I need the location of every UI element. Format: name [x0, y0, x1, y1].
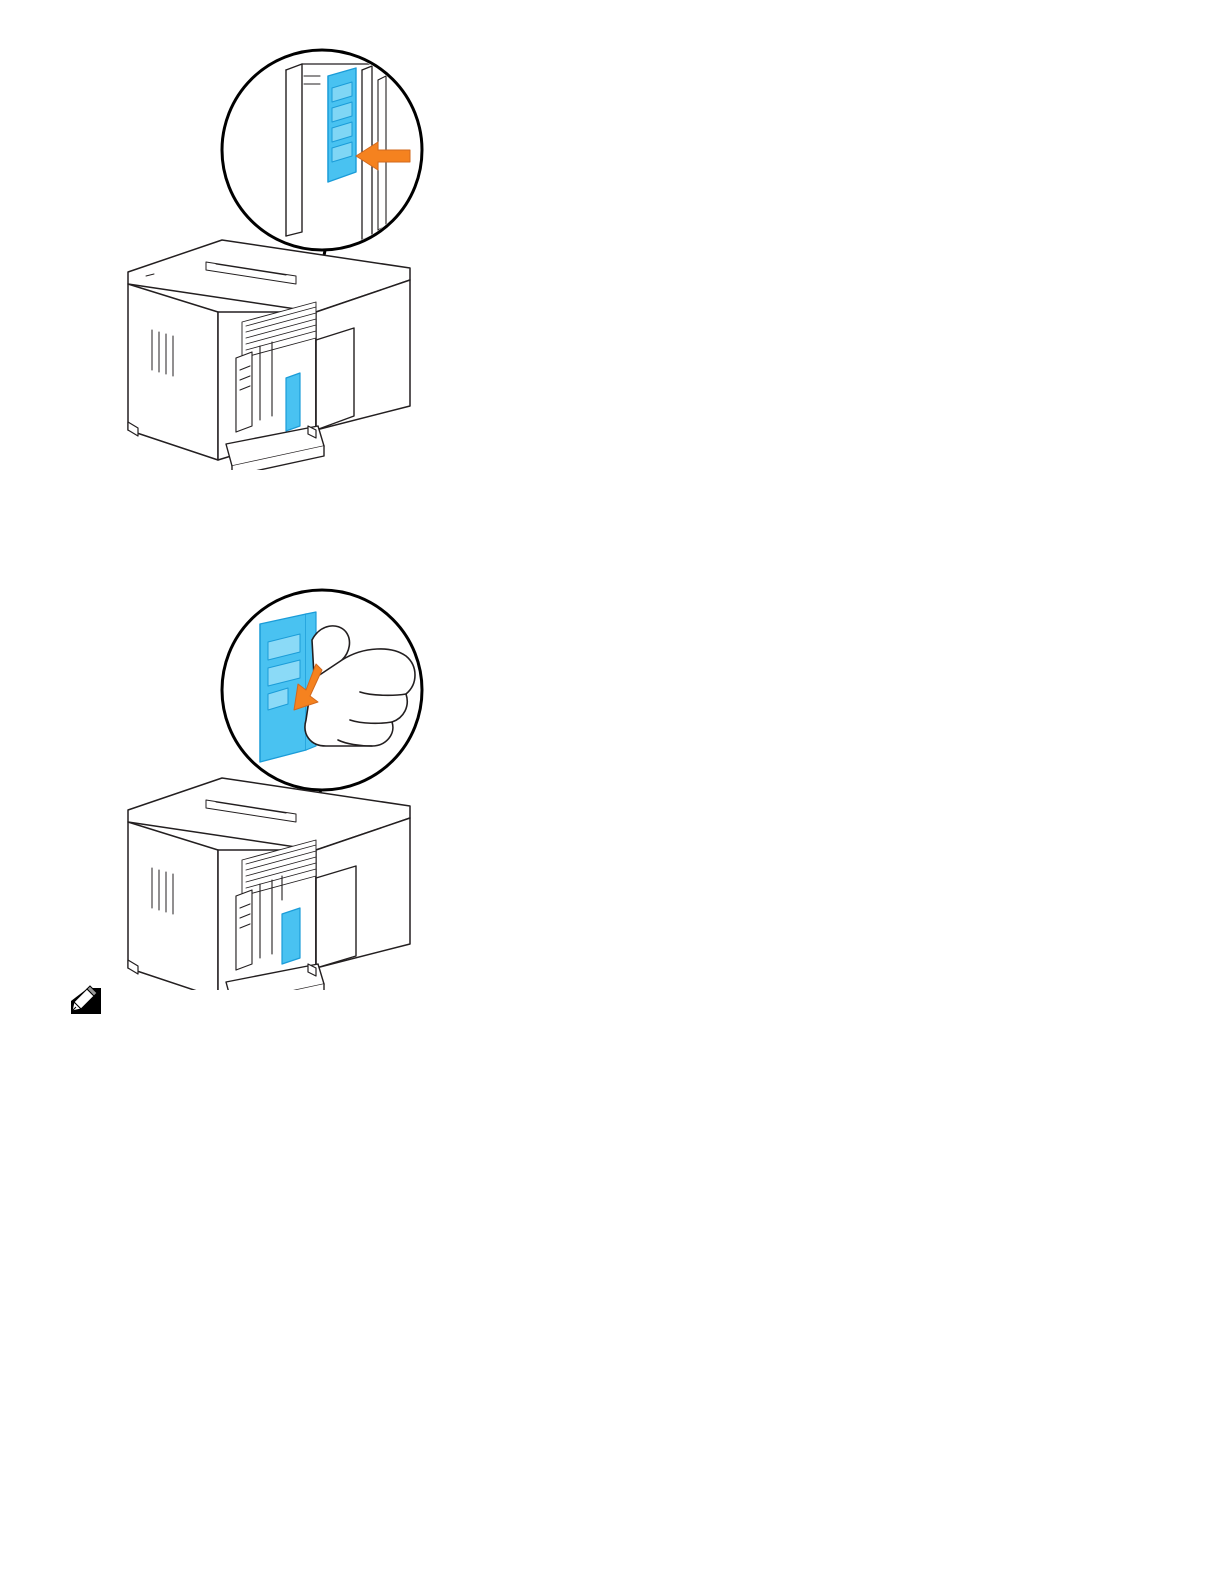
- note-block: [70, 985, 1150, 1025]
- figure-printer-memory-press: [110, 580, 510, 990]
- figure-1-graphic: [110, 40, 510, 470]
- figure-printer-memory-insert: [110, 40, 510, 470]
- note-pencil-icon: [70, 985, 102, 1015]
- figure-2-graphic: [110, 580, 510, 990]
